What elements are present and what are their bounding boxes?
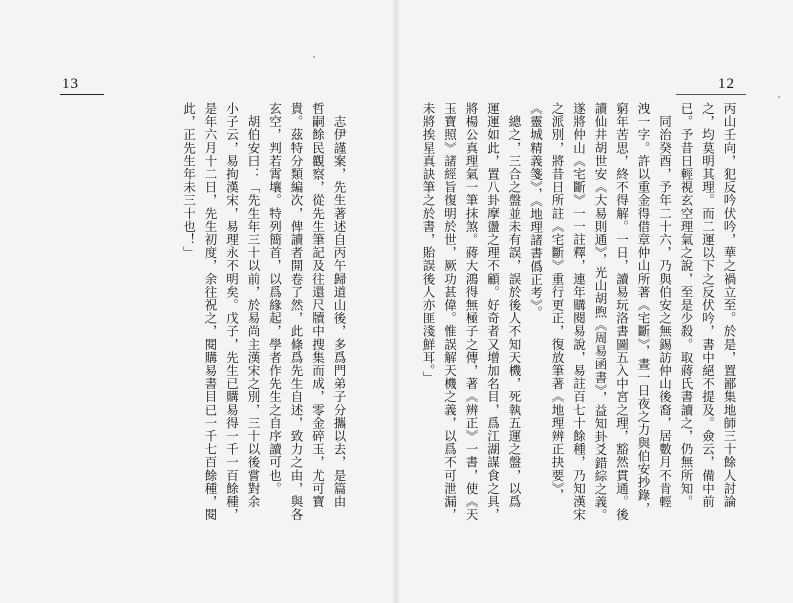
scan-speck (313, 56, 315, 58)
text-column: 是年六月十二日，先生初度，余往祝之，閱購易書目已一千七百餘種，閱 (203, 102, 218, 522)
text-column: 丙山壬向，犯反吟伏吟，華之禍立至。於是，置鄙集地師三十餘人討論 (722, 102, 737, 509)
scan-speck (778, 96, 780, 98)
header-rule-left (60, 94, 104, 95)
text-column: 貴。茲特分類編次，俾讀者開卷了然，此條爲先生自述，致力之由，與各 (289, 102, 304, 522)
right-page (396, 0, 793, 603)
text-column: 已。予昔日輕視玄空理氣之說，至是少殺。取蔣氏書讀之，仍無所知。 (679, 102, 694, 509)
text-column: 總之，三合之盤並未有誤，誤於後人不知天機，死執五運之盤，以爲 (507, 102, 522, 509)
right-page-text (421, 102, 740, 567)
left-page (0, 0, 396, 603)
text-column: 哲嗣餘民觀察，從先生筆記及往還尺牘中搜集而成，零金碎玉，尤可寶 (310, 102, 326, 509)
header-rule-right (676, 94, 746, 95)
text-column: 《靈城精義箋》，《地理諸書僞正考》。 (528, 102, 544, 320)
text-column: 此，正先生年未三十也！」 (181, 102, 197, 260)
text-column: 同治癸酉，予年二十六，乃與伯安之無錫訪仲山後裔，居數月不肯輕 (657, 102, 673, 509)
text-column: 之派別，將昔日所註《宅斷》重行更正，復放筆著《地理辨正抉要》， (550, 102, 565, 502)
text-column: 玄空，判若霄壤。特列簡首，以爲緣起，學者作先生之自序讀可也。 (267, 102, 283, 495)
text-column: 遂將仲山《宅斷》一一註釋，連年購閱易說，易註百七十餘種，乃知漢宋 (571, 102, 587, 522)
text-column: 小子云，易拘漢宋，易理永不明矣。戊子，先生已購易得一千一百餘種， (224, 102, 240, 522)
text-column: 之，均莫明其理。而二運以下之反伏吟，書中絕不提及。僉云，備中前 (700, 102, 716, 509)
text-column: 玉寶照》諸經旨復明於世，厥功甚偉。惟誤解天機之義，以爲不可泄漏， (442, 102, 458, 522)
left-page-text (170, 102, 350, 572)
text-column: 讀仙井胡世安《大易則通》，光山胡煦《周易函書》，益知卦爻錯綜之義。 (593, 102, 608, 522)
page-number-left: 13 (62, 76, 79, 92)
text-column: 運運如此，置八卦摩盪之理不顧。好奇者又增加名目，爲江湖謀食之具， (485, 102, 501, 522)
page-number-right: 12 (718, 76, 735, 92)
text-column: 將楊公真理氣一筆抹煞。蔣大鴻得無極子之傳，著《辨正》一書，使《天 (464, 102, 479, 522)
text-column: 窮年苦思，終不得解。一日，讀易玩洛書圖五入中宮之理，豁然貫通。後 (614, 102, 630, 522)
text-column: 洩一字。許以重金得借章仲山所著《宅斷》，晝一日夜之力與伯安抄錄， (636, 102, 651, 515)
text-column: 未將挨星真訣筆之於書，貽誤後人亦匪淺鮮耳。」 (421, 102, 436, 384)
text-column: 志伊謹案，先生著述自丙午歸道山後，多爲門弟子分攜以去，是篇由 (332, 102, 347, 509)
text-column: 胡伯安曰：「先生年三十以前，於易尚主漢宋之別，三十以後嘗對余 (246, 102, 261, 509)
